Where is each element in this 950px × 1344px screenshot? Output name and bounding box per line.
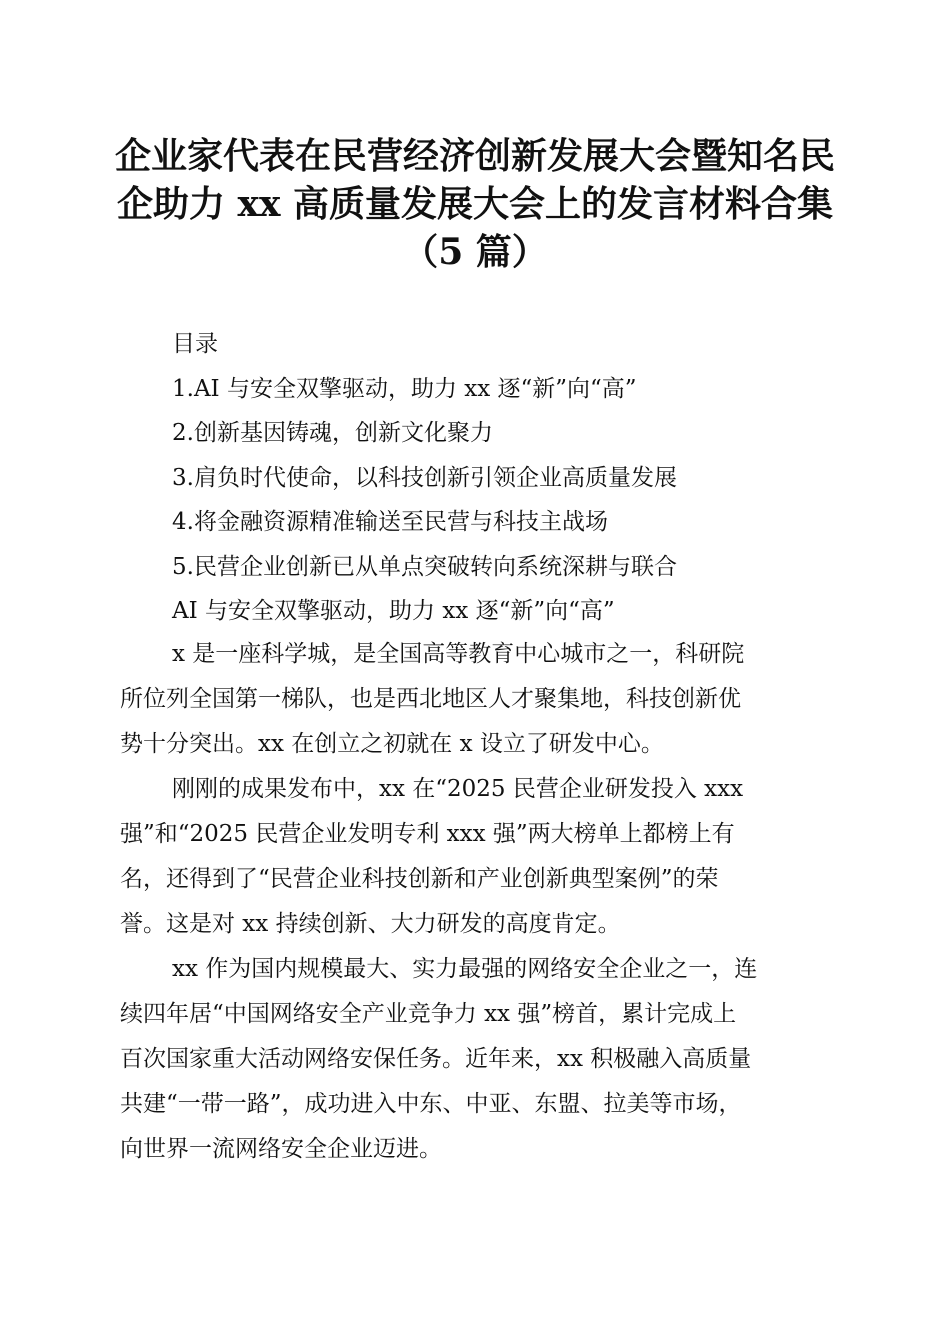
section-title: AI 与安全双擎驱动，助力 xx 逐“新”向“高” (172, 598, 615, 624)
body-text (120, 632, 840, 1172)
paragraph-line: 誉。这是对 xx 持续创新、大力研发的高度肯定。 (120, 911, 621, 937)
toc-item-4: 4.将金融资源精准输送至民营与科技主战场 (172, 509, 608, 535)
paragraph-line: x 是一座科学城，是全国高等教育中心城市之一，科研院 (172, 641, 745, 667)
paragraph-line: 所位列全国第一梯队，也是西北地区人才聚集地，科技创新优 (120, 686, 741, 712)
paragraph-line: 续四年居“中国网络安全产业竞争力 xx 强”榜首，累计完成上 (120, 1001, 737, 1027)
paragraph-line: 百次国家重大活动网络安保任务。近年来，xx 积极融入高质量 (120, 1046, 752, 1072)
paragraph-line: 刚刚的成果发布中，xx 在“2025 民营企业研发投入 xxx (172, 776, 744, 802)
toc-item-3: 3.肩负时代使命，以科技创新引领企业高质量发展 (172, 464, 677, 491)
document-title (110, 132, 840, 276)
paragraph-line: 势十分突出。xx 在创立之初就在 x 设立了研发中心。 (120, 731, 664, 757)
paragraph-line: 名，还得到了“民营企业科技创新和产业创新典型案例”的荣 (120, 866, 719, 892)
paragraph-line: 共建“一带一路”，成功进入中东、中亚、东盟、拉美等市场， (120, 1091, 742, 1117)
paragraph-3 (120, 947, 840, 1172)
table-of-contents (172, 322, 852, 634)
toc-item-2: 2.创新基因铸魂，创新文化聚力 (172, 420, 493, 446)
toc-item-1: 1.AI 与安全双擎驱动，助力 xx 逐“新”向“高” (172, 375, 637, 402)
title-line-1: 企业家代表在民营经济创新发展大会暨知名民 (114, 135, 835, 177)
paragraph-line: xx 作为国内规模最大、实力最强的网络安全企业之一，连 (172, 956, 758, 982)
title-line-3: （5 篇） (402, 231, 548, 273)
toc-heading: 目录 (172, 331, 218, 357)
title-line-2: 企助力 xx 高质量发展大会上的发言材料合集 (117, 183, 833, 225)
paragraph-line: 向世界一流网络安全企业迈进。 (120, 1136, 442, 1162)
paragraph-1 (120, 632, 840, 767)
paragraph-2 (120, 767, 840, 947)
toc-item-5: 5.民营企业创新已从单点突破转向系统深耕与联合 (172, 553, 677, 580)
paragraph-line: 强”和“2025 民营企业发明专利 xxx 强”两大榜单上都榜上有 (120, 821, 735, 847)
